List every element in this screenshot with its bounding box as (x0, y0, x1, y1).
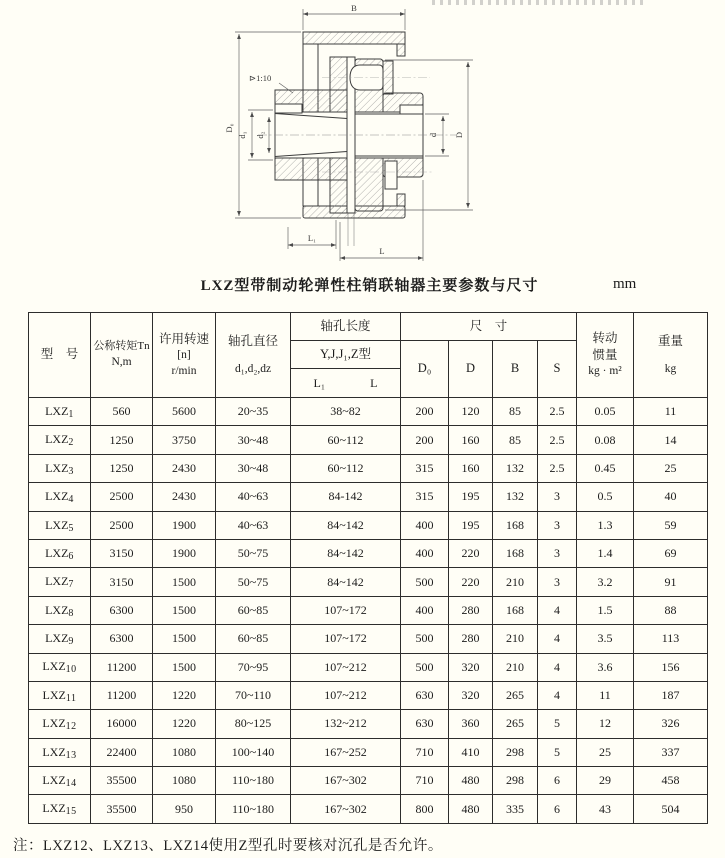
value-cell: 1500 (153, 653, 216, 681)
header-bore-diameter-line1: 轴孔直径 (227, 333, 278, 348)
value-cell: 1.4 (577, 539, 634, 567)
value-cell: 43 (577, 795, 634, 823)
value-cell: 3150 (91, 568, 153, 596)
value-cell: 40 (634, 483, 708, 511)
table-row (29, 426, 708, 454)
value-cell: 35500 (91, 767, 153, 795)
value-cell: 2.5 (538, 454, 577, 482)
table-row (29, 681, 708, 709)
table-row (29, 653, 708, 681)
value-cell: 167~252 (291, 738, 401, 766)
dim-B (303, 3, 405, 30)
value-cell: 50~75 (216, 539, 291, 567)
value-cell: 280 (449, 596, 493, 624)
value-cell: 1500 (153, 568, 216, 596)
value-cell: 5 (538, 710, 577, 738)
coupling-drawing (222, 0, 514, 270)
value-cell: 11200 (91, 681, 153, 709)
value-cell: 0.45 (577, 454, 634, 482)
dim-label-d: d (428, 132, 438, 138)
value-cell: 25 (577, 738, 634, 766)
value-cell: 1080 (153, 767, 216, 795)
value-cell: 500 (401, 653, 449, 681)
value-cell: 950 (153, 795, 216, 823)
model-cell: LXZ5 (29, 511, 91, 539)
value-cell: 60~85 (216, 625, 291, 653)
value-cell: 2500 (91, 511, 153, 539)
value-cell: 3.6 (577, 653, 634, 681)
header-inertia-line2: 惯量 (592, 347, 618, 362)
value-cell: 84~142 (291, 539, 401, 567)
value-cell: 11 (634, 398, 708, 426)
value-cell: 40~63 (216, 483, 291, 511)
value-cell: 1500 (153, 596, 216, 624)
value-cell: 107~172 (291, 625, 401, 653)
value-cell: 3150 (91, 539, 153, 567)
dim-label-B: B (351, 3, 357, 13)
dim-label-D0: D₀ (224, 123, 234, 133)
value-cell: 630 (401, 681, 449, 709)
value-cell: 29 (577, 767, 634, 795)
dim-label-L: L (379, 246, 385, 256)
value-cell: 3 (538, 483, 577, 511)
value-cell: 4 (538, 625, 577, 653)
model-cell: LXZ1 (29, 398, 91, 426)
header-col-D: D (449, 341, 493, 398)
value-cell: 4 (538, 653, 577, 681)
value-cell: 195 (449, 483, 493, 511)
value-cell: 480 (449, 795, 493, 823)
value-cell: 6300 (91, 625, 153, 653)
dim-L1 (288, 220, 336, 249)
header-bore-length: 轴孔长度 (291, 313, 401, 341)
coupling-section-svg (222, 0, 514, 270)
dim-label-L1: L₁ (307, 233, 317, 243)
value-cell: 69 (634, 539, 708, 567)
value-cell: 3750 (153, 426, 216, 454)
model-cell: LXZ8 (29, 596, 91, 624)
value-cell: 107~212 (291, 653, 401, 681)
header-torque (91, 313, 153, 398)
value-cell: 11200 (91, 653, 153, 681)
value-cell: 167~302 (291, 795, 401, 823)
value-cell: 560 (91, 398, 153, 426)
value-cell: 1.5 (577, 596, 634, 624)
header-speed-line2: [n] (177, 349, 191, 362)
value-cell: 132~212 (291, 710, 401, 738)
value-cell: 710 (401, 767, 449, 795)
model-cell: LXZ14 (29, 767, 91, 795)
value-cell: 480 (449, 767, 493, 795)
value-cell: 70~110 (216, 681, 291, 709)
model-cell: LXZ3 (29, 454, 91, 482)
value-cell: 84-142 (291, 483, 401, 511)
table-row (29, 539, 708, 567)
value-cell: 1900 (153, 539, 216, 567)
value-cell: 400 (401, 511, 449, 539)
value-cell: 335 (493, 795, 538, 823)
model-cell: LXZ15 (29, 795, 91, 823)
value-cell: 5 (538, 738, 577, 766)
value-cell: 0.08 (577, 426, 634, 454)
value-cell: 6300 (91, 596, 153, 624)
model-cell: LXZ7 (29, 568, 91, 596)
model-cell: LXZ11 (29, 681, 91, 709)
value-cell: 156 (634, 653, 708, 681)
header-bore-diameter-line2: d₁,d₂,dz (234, 363, 272, 376)
value-cell: 400 (401, 539, 449, 567)
value-cell: 1.3 (577, 511, 634, 539)
header-col-B: B (493, 341, 538, 398)
page-title: LXZ型带制动轮弹性柱销联轴器主要参数与尺寸 (200, 278, 539, 294)
value-cell: 800 (401, 795, 449, 823)
value-cell: 91 (634, 568, 708, 596)
header-L: L (370, 375, 378, 390)
value-cell: 107~212 (291, 681, 401, 709)
header-weight-line1: 重量 (658, 333, 684, 348)
value-cell: 5600 (153, 398, 216, 426)
model-cell: LXZ9 (29, 625, 91, 653)
value-cell: 3.5 (577, 625, 634, 653)
value-cell: 337 (634, 738, 708, 766)
header-speed (153, 313, 216, 398)
header-col-S: S (538, 341, 577, 398)
value-cell: 1220 (153, 710, 216, 738)
header-weight (634, 313, 708, 398)
value-cell: 6 (538, 795, 577, 823)
header-size: 尺 寸 (401, 313, 577, 341)
table-row (29, 483, 708, 511)
value-cell: 38~82 (291, 398, 401, 426)
value-cell: 360 (449, 710, 493, 738)
table-row (29, 454, 708, 482)
header-model: 型 号 (29, 313, 91, 398)
value-cell: 22400 (91, 738, 153, 766)
value-cell: 16000 (91, 710, 153, 738)
value-cell: 280 (449, 625, 493, 653)
value-cell: 1250 (91, 454, 153, 482)
footnote: 注：LXZ12、LXZ13、LXZ14使用Z型孔时要核对沉孔是否允许。 (13, 838, 443, 854)
header-bore-diameter (216, 313, 291, 398)
value-cell: 85 (493, 398, 538, 426)
value-cell: 710 (401, 738, 449, 766)
value-cell: 1080 (153, 738, 216, 766)
value-cell: 110~180 (216, 795, 291, 823)
value-cell: 315 (401, 483, 449, 511)
value-cell: 60~85 (216, 596, 291, 624)
value-cell: 1500 (153, 625, 216, 653)
value-cell: 220 (449, 539, 493, 567)
value-cell: 85 (493, 426, 538, 454)
model-cell: LXZ2 (29, 426, 91, 454)
table-row (29, 710, 708, 738)
value-cell: 110~180 (216, 767, 291, 795)
value-cell: 2500 (91, 483, 153, 511)
table-row (29, 767, 708, 795)
value-cell: 25 (634, 454, 708, 482)
value-cell: 168 (493, 511, 538, 539)
header-inertia-line3: kg · m² (588, 365, 622, 378)
value-cell: 298 (493, 738, 538, 766)
value-cell: 2430 (153, 454, 216, 482)
value-cell: 0.05 (577, 398, 634, 426)
value-cell: 11 (577, 681, 634, 709)
value-cell: 120 (449, 398, 493, 426)
value-cell: 3 (538, 568, 577, 596)
model-cell: LXZ13 (29, 738, 91, 766)
value-cell: 12 (577, 710, 634, 738)
value-cell: 265 (493, 710, 538, 738)
value-cell: 113 (634, 625, 708, 653)
model-cell: LXZ4 (29, 483, 91, 511)
value-cell: 326 (634, 710, 708, 738)
unit-label: mm (613, 276, 637, 292)
value-cell: 410 (449, 738, 493, 766)
value-cell: 2.5 (538, 426, 577, 454)
value-cell: 200 (401, 398, 449, 426)
value-cell: 200 (401, 426, 449, 454)
value-cell: 265 (493, 681, 538, 709)
dim-d (425, 114, 449, 156)
value-cell: 220 (449, 568, 493, 596)
header-bore-length-types: Y,J,J₁,Z型 (291, 341, 401, 369)
value-cell: 3 (538, 539, 577, 567)
table-row (29, 568, 708, 596)
model-cell: LXZ6 (29, 539, 91, 567)
table-row (29, 625, 708, 653)
value-cell: 160 (449, 426, 493, 454)
value-cell: 168 (493, 539, 538, 567)
header-L1-L (291, 369, 401, 398)
value-cell: 1250 (91, 426, 153, 454)
table-row (29, 596, 708, 624)
model-cell: LXZ10 (29, 653, 91, 681)
value-cell: 1220 (153, 681, 216, 709)
value-cell: 504 (634, 795, 708, 823)
dim-label-d2: d₂ (255, 131, 265, 139)
header-speed-line1: 许用转速 (158, 331, 209, 346)
model-cell: LXZ12 (29, 710, 91, 738)
table-row (29, 398, 708, 426)
value-cell: 60~112 (291, 426, 401, 454)
value-cell: 132 (493, 483, 538, 511)
header-speed-line3: r/min (171, 364, 197, 377)
table-row (29, 511, 708, 539)
value-cell: 195 (449, 511, 493, 539)
header-inertia-line1: 转动 (592, 331, 618, 346)
header-L1: L₁ (313, 375, 326, 390)
value-cell: 4 (538, 596, 577, 624)
value-cell: 132 (493, 454, 538, 482)
value-cell: 320 (449, 681, 493, 709)
value-cell: 84~142 (291, 568, 401, 596)
value-cell: 30~48 (216, 426, 291, 454)
value-cell: 458 (634, 767, 708, 795)
value-cell: 50~75 (216, 568, 291, 596)
value-cell: 59 (634, 511, 708, 539)
parameters-table (28, 312, 708, 824)
value-cell: 4 (538, 681, 577, 709)
value-cell: 500 (401, 568, 449, 596)
value-cell: 400 (401, 596, 449, 624)
value-cell: 40~63 (216, 511, 291, 539)
value-cell: 20~35 (216, 398, 291, 426)
value-cell: 6 (538, 767, 577, 795)
value-cell: 315 (401, 454, 449, 482)
value-cell: 187 (634, 681, 708, 709)
value-cell: 60~112 (291, 454, 401, 482)
value-cell: 210 (493, 625, 538, 653)
value-cell: 160 (449, 454, 493, 482)
value-cell: 500 (401, 625, 449, 653)
header-torque-line1: 公称转矩Tn (93, 340, 150, 353)
value-cell: 88 (634, 596, 708, 624)
dim-label-D: D (454, 131, 464, 139)
value-cell: 70~95 (216, 653, 291, 681)
taper-label: ⊳1:10 (249, 73, 272, 83)
value-cell: 84~142 (291, 511, 401, 539)
value-cell: 210 (493, 653, 538, 681)
header-inertia (577, 313, 634, 398)
value-cell: 2430 (153, 483, 216, 511)
value-cell: 30~48 (216, 454, 291, 482)
value-cell: 2.5 (538, 398, 577, 426)
header-weight-line2: kg (664, 363, 677, 376)
table-row (29, 738, 708, 766)
value-cell: 0.5 (577, 483, 634, 511)
value-cell: 298 (493, 767, 538, 795)
value-cell: 100~140 (216, 738, 291, 766)
table-body (29, 398, 708, 824)
value-cell: 3 (538, 511, 577, 539)
header-col-D0: D₀ (401, 341, 449, 398)
value-cell: 35500 (91, 795, 153, 823)
dim-label-d1: d₁ (237, 131, 247, 139)
value-cell: 107~172 (291, 596, 401, 624)
value-cell: 167~302 (291, 767, 401, 795)
table-row (29, 795, 708, 823)
value-cell: 3.2 (577, 568, 634, 596)
value-cell: 210 (493, 568, 538, 596)
value-cell: 80~125 (216, 710, 291, 738)
value-cell: 630 (401, 710, 449, 738)
value-cell: 1900 (153, 511, 216, 539)
value-cell: 320 (449, 653, 493, 681)
value-cell: 168 (493, 596, 538, 624)
header-torque-line2: N,m (111, 356, 132, 369)
value-cell: 14 (634, 426, 708, 454)
